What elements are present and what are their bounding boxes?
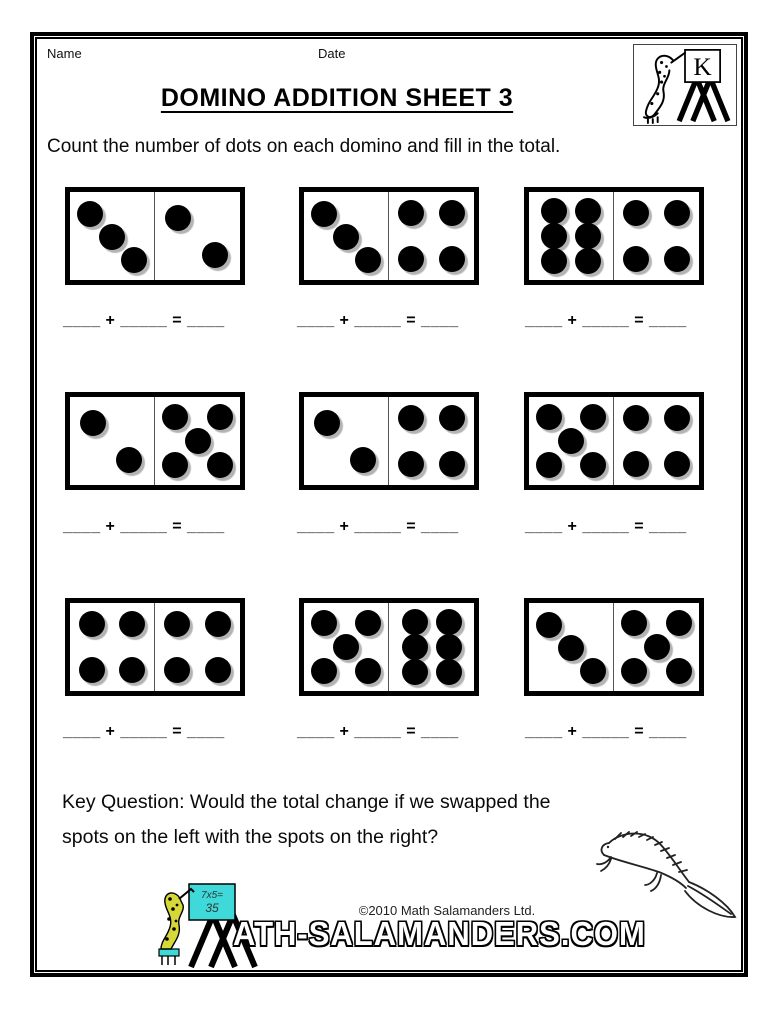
domino-6 [524,392,704,490]
equation-blank-2: ____ + _____ = ____ [297,312,459,329]
site-name-text: ATH-SALAMANDERS.COM [233,915,646,953]
domino-2-right-half [389,192,474,280]
domino-dot [623,451,649,477]
title-row [37,84,637,113]
domino-dot [119,611,145,637]
equation-blank-6: ____ + _____ = ____ [525,518,687,535]
domino-3-right-half [614,192,699,280]
domino-dot [644,634,670,660]
footer-stool-legs [162,956,175,965]
domino-dot [436,634,462,660]
domino-dot [558,635,584,661]
domino-dot [621,658,647,684]
domino-4-left-half [70,397,155,485]
domino-dot [121,247,147,273]
domino-dot [79,611,105,637]
date-label: Date [318,46,346,61]
domino-dot [202,242,228,268]
domino-dot [623,405,649,431]
domino-dot [185,428,211,454]
domino-9 [524,598,704,696]
domino-dot [541,223,567,249]
domino-dot [350,447,376,473]
domino-dot [664,451,690,477]
domino-9-right-half [614,603,699,691]
domino-8-right-half [389,603,474,691]
footer-board-line1: 7x5= [201,890,223,901]
domino-dot [580,404,606,430]
equation-blank-9: ____ + _____ = ____ [525,723,687,740]
domino-dot [355,658,381,684]
footer-board-line2: 35 [205,901,219,915]
domino-dot [439,246,465,272]
domino-dot [439,405,465,431]
equation-blank-8: ____ + _____ = ____ [297,723,459,740]
domino-dot [355,247,381,273]
domino-dot [436,659,462,685]
easel-legs [679,78,728,121]
domino-dot [621,610,647,636]
domino-dot [79,657,105,683]
domino-dot [536,612,562,638]
domino-dot [77,201,103,227]
domino-dot [398,405,424,431]
domino-dot [439,200,465,226]
domino-dot [439,451,465,477]
domino-4-right-half [155,397,240,485]
domino-dot [666,610,692,636]
domino-1-right-half [155,192,240,280]
domino-dot [664,405,690,431]
key-question [62,785,662,855]
domino-dot [333,634,359,660]
domino-dot [311,610,337,636]
domino-dot [314,410,340,436]
page-title: DOMINO ADDITION SHEET 3 [160,84,514,112]
domino-dot [536,404,562,430]
domino-dot [575,223,601,249]
domino-dot [398,246,424,272]
domino-5 [299,392,479,490]
domino-dot [623,200,649,226]
domino-dot [664,246,690,272]
domino-8-left-half [304,603,389,691]
domino-dot [623,246,649,272]
domino-dot [558,428,584,454]
domino-dot [355,610,381,636]
name-label: Name [47,46,82,61]
domino-7-left-half [70,603,155,691]
domino-dot [205,611,231,637]
domino-7 [65,598,245,696]
domino-dot [402,634,428,660]
domino-dot [541,198,567,224]
key-question-line1: Key Question: Would the total change if we swapped the [62,791,551,813]
domino-dot [580,658,606,684]
domino-dot [116,447,142,473]
salamander-figure [644,53,685,123]
domino-6-left-half [529,397,614,485]
domino-dot [311,658,337,684]
domino-dot [398,451,424,477]
domino-dot [402,659,428,685]
page-border [30,32,748,977]
domino-5-right-half [389,397,474,485]
equation-blank-7: ____ + _____ = ____ [63,723,225,740]
salamander-easel-icon [634,45,736,125]
domino-dot [99,224,125,250]
worksheet-page [35,37,743,972]
domino-1 [65,187,245,285]
domino-dot [80,410,106,436]
domino-dot [311,201,337,227]
domino-dot [164,657,190,683]
domino-dot [162,404,188,430]
equation-blank-1: ____ + _____ = ____ [63,312,225,329]
domino-dot [666,658,692,684]
domino-5-left-half [304,397,389,485]
footer-stool [159,949,179,956]
domino-3 [524,187,704,285]
logo-board-letter: K [693,53,712,82]
domino-dot [164,611,190,637]
domino-dot [541,248,567,274]
domino-dot [333,224,359,250]
domino-2-left-half [304,192,389,280]
domino-8 [299,598,479,696]
domino-1-left-half [70,192,155,280]
domino-7-right-half [155,603,240,691]
domino-dot [207,404,233,430]
key-question-line2: spots on the left with the spots on the right? [62,826,439,848]
copyright-text: ©2010 Math Salamanders Ltd. [358,903,536,918]
domino-dot [580,452,606,478]
equation-blank-5: ____ + _____ = ____ [297,518,459,535]
equation-blank-3: ____ + _____ = ____ [525,312,687,329]
math-salamanders-logo [633,44,737,126]
equation-blank-4: ____ + _____ = ____ [63,518,225,535]
instruction-text: Count the number of dots on each domino and fill in the total. [47,136,561,157]
domino-dot [162,452,188,478]
domino-4 [65,392,245,490]
domino-9-left-half [529,603,614,691]
domino-dot [575,198,601,224]
domino-dot [119,657,145,683]
domino-3-left-half [529,192,614,280]
domino-dot [205,657,231,683]
domino-dot [402,609,428,635]
domino-2 [299,187,479,285]
domino-dot [575,248,601,274]
domino-dot [398,200,424,226]
domino-dot [536,452,562,478]
domino-dot [165,205,191,231]
domino-dot [207,452,233,478]
domino-6-right-half [614,397,699,485]
domino-dot [664,200,690,226]
domino-dot [436,609,462,635]
